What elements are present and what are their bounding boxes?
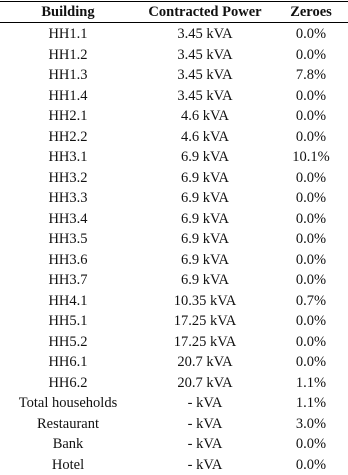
cell-building: HH2.1 [0,106,136,127]
cell-building: HH3.2 [0,168,136,189]
table-row [0,147,348,168]
cell-building: HH3.4 [0,209,136,230]
table-row [0,311,348,332]
cell-zeroes: 3.0% [274,414,348,435]
table-row [0,393,348,414]
table-row [0,45,348,66]
cell-contracted-power: 17.25 kVA [136,332,274,353]
cell-contracted-power: 20.7 kVA [136,373,274,394]
cell-building: HH1.3 [0,65,136,86]
cell-building: HH3.5 [0,229,136,250]
cell-contracted-power: 6.9 kVA [136,229,274,250]
cell-contracted-power: - kVA [136,455,274,475]
cell-contracted-power: 10.35 kVA [136,291,274,312]
cell-zeroes: 0.0% [274,250,348,271]
cell-zeroes: 0.0% [274,311,348,332]
table-row [0,168,348,189]
table-row [0,414,348,435]
cell-contracted-power: 3.45 kVA [136,23,274,45]
cell-building: HH3.3 [0,188,136,209]
cell-zeroes: 7.8% [274,65,348,86]
table-row [0,250,348,271]
table-header [0,2,348,23]
cell-contracted-power: 6.9 kVA [136,250,274,271]
header-contracted-power: Contracted Power [136,2,274,23]
table-row [0,86,348,107]
cell-zeroes: 0.0% [274,45,348,66]
cell-zeroes: 0.0% [274,270,348,291]
cell-contracted-power: 6.9 kVA [136,168,274,189]
cell-building: HH1.2 [0,45,136,66]
table-row [0,209,348,230]
cell-zeroes: 0.0% [274,352,348,373]
table-row [0,65,348,86]
cell-zeroes: 0.0% [274,86,348,107]
table-row [0,455,348,475]
cell-zeroes: 0.0% [274,229,348,250]
table-body [0,23,348,475]
cell-building: Restaurant [0,414,136,435]
table-row [0,291,348,312]
header-building: Building [0,2,136,23]
table-row [0,373,348,394]
cell-building: Total households [0,393,136,414]
cell-building: HH3.1 [0,147,136,168]
cell-contracted-power: 4.6 kVA [136,106,274,127]
cell-zeroes: 0.0% [274,209,348,230]
table-row [0,352,348,373]
cell-building: Hotel [0,455,136,475]
cell-building: HH5.1 [0,311,136,332]
cell-contracted-power: 6.9 kVA [136,147,274,168]
cell-zeroes: 0.0% [274,455,348,475]
table-row [0,229,348,250]
table-row [0,434,348,455]
contracted-power-table [0,1,348,475]
cell-zeroes: 0.7% [274,291,348,312]
cell-contracted-power: 4.6 kVA [136,127,274,148]
cell-building: HH2.2 [0,127,136,148]
cell-zeroes: 1.1% [274,373,348,394]
table-row [0,332,348,353]
cell-contracted-power: 17.25 kVA [136,311,274,332]
cell-zeroes: 0.0% [274,168,348,189]
cell-contracted-power: 6.9 kVA [136,270,274,291]
cell-building: HH6.2 [0,373,136,394]
cell-building: HH5.2 [0,332,136,353]
cell-building: HH6.1 [0,352,136,373]
cell-building: HH3.6 [0,250,136,271]
cell-zeroes: 10.1% [274,147,348,168]
cell-contracted-power: - kVA [136,393,274,414]
cell-zeroes: 0.0% [274,23,348,45]
cell-contracted-power: - kVA [136,434,274,455]
cell-contracted-power: - kVA [136,414,274,435]
table-row [0,23,348,45]
cell-contracted-power: 3.45 kVA [136,45,274,66]
cell-zeroes: 0.0% [274,332,348,353]
cell-building: HH4.1 [0,291,136,312]
cell-building: HH1.4 [0,86,136,107]
cell-zeroes: 0.0% [274,127,348,148]
table-row [0,188,348,209]
cell-zeroes: 0.0% [274,434,348,455]
header-row [0,2,348,23]
cell-building: Bank [0,434,136,455]
cell-contracted-power: 6.9 kVA [136,209,274,230]
cell-zeroes: 1.1% [274,393,348,414]
table-row [0,106,348,127]
cell-building: HH1.1 [0,23,136,45]
cell-contracted-power: 3.45 kVA [136,86,274,107]
table-row [0,270,348,291]
table-row [0,127,348,148]
cell-contracted-power: 6.9 kVA [136,188,274,209]
header-zeroes: Zeroes [274,2,348,23]
cell-contracted-power: 3.45 kVA [136,65,274,86]
cell-building: HH3.7 [0,270,136,291]
cell-zeroes: 0.0% [274,106,348,127]
cell-zeroes: 0.0% [274,188,348,209]
cell-contracted-power: 20.7 kVA [136,352,274,373]
